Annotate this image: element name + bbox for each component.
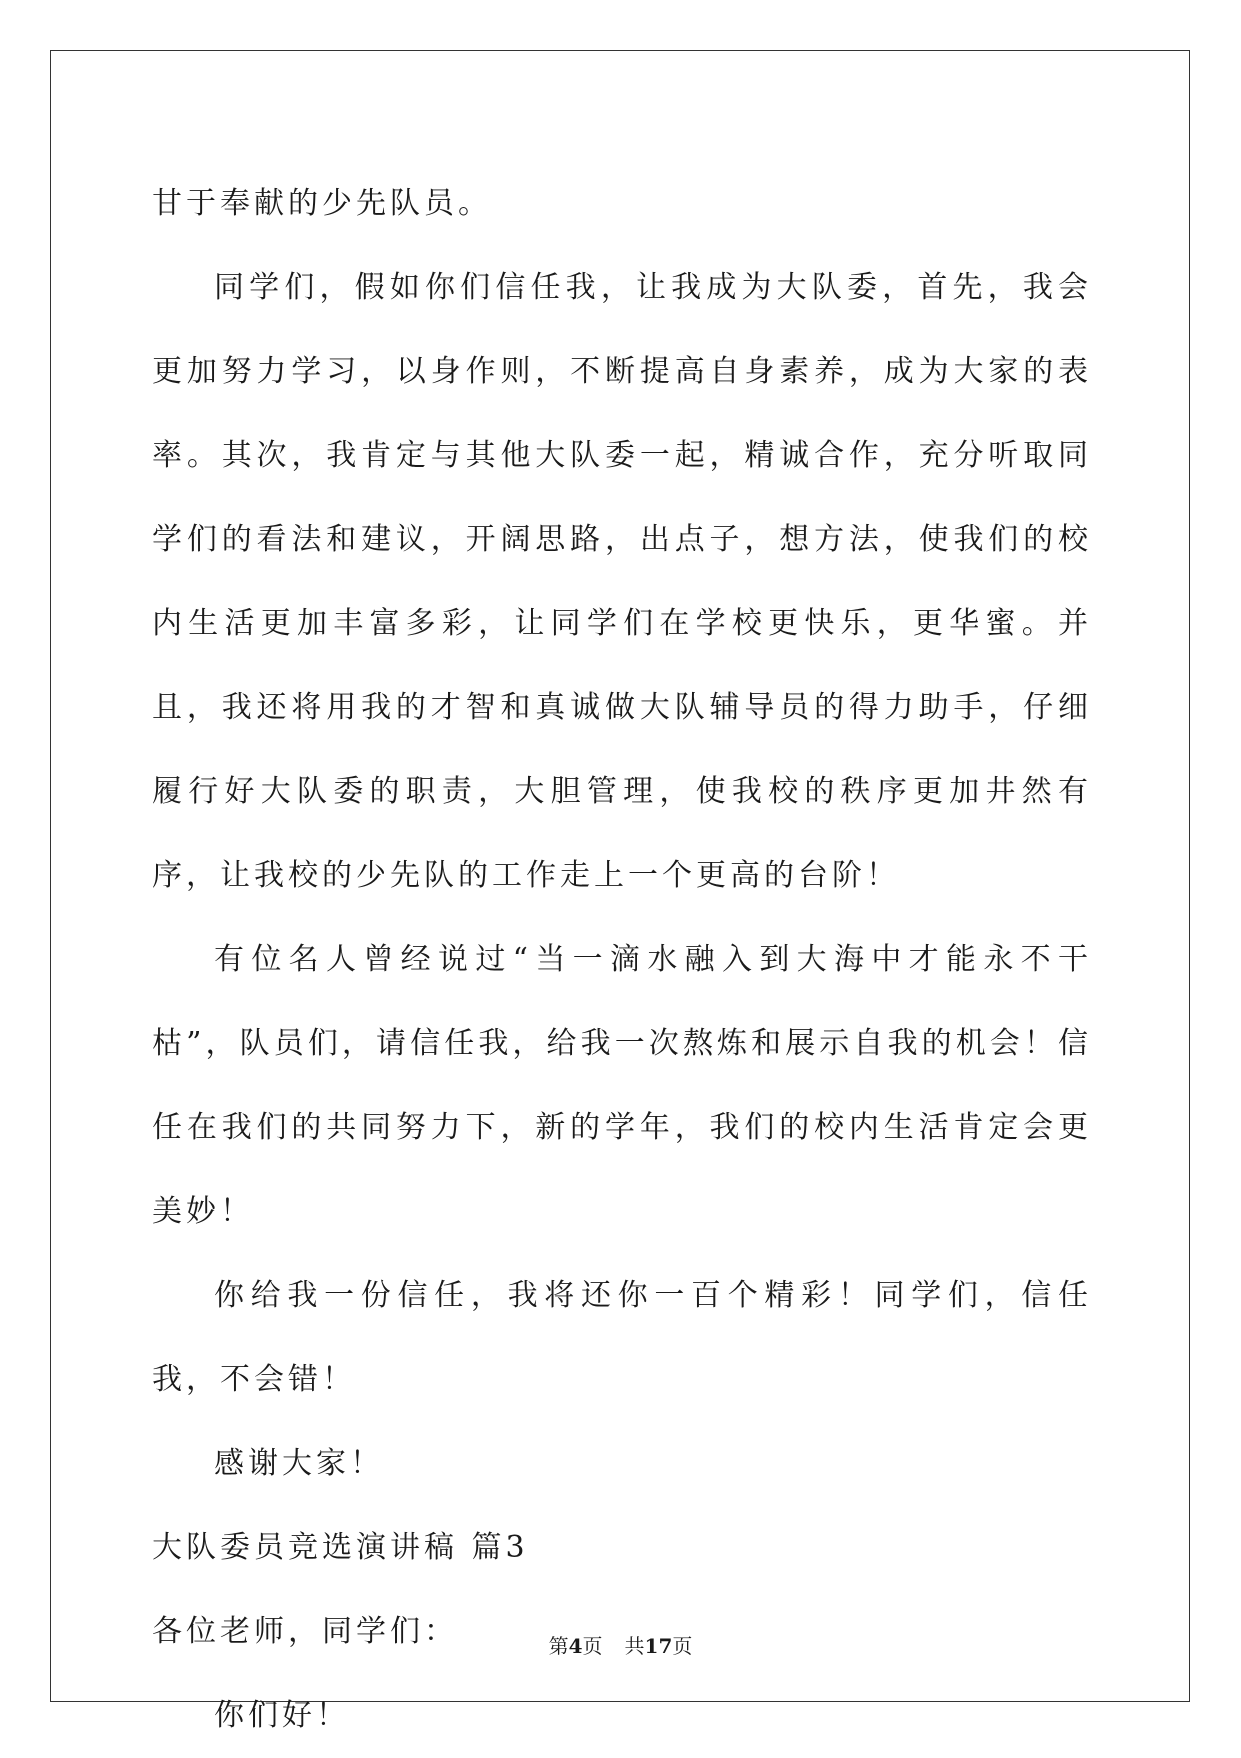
paragraph: 甘于奉献的少先队员。 — [152, 186, 492, 221]
paragraph: 你给我一份信任，我将还你一百个精彩！同学们，信任我，不会错！ — [152, 1278, 1092, 1397]
footer-total-unit: 页 — [672, 1634, 693, 1658]
total-pages-number: 17 — [644, 1634, 673, 1658]
salutation: 各位老师，同学们： — [152, 1614, 458, 1649]
paragraph: 感谢大家！ — [214, 1446, 384, 1481]
document-body — [152, 162, 1092, 1758]
page-footer — [0, 1630, 1241, 1659]
footer-page-unit: 页 — [582, 1634, 603, 1658]
paragraph: 有位名人曾经说过“当一滴水融入到大海中才能永不干枯”，队员们，请信任我，给我一次熬炼和展示自我的机会！信任在我们的共同努力下，新的学年，我们的校内生活肯定会更美妙！ — [152, 942, 1092, 1229]
current-page-number: 4 — [568, 1634, 583, 1658]
section-heading: 大队委员竞选演讲稿 篇3 — [152, 1530, 529, 1565]
footer-total-prefix: 共 — [624, 1634, 645, 1658]
footer-prefix: 第 — [548, 1634, 569, 1658]
paragraph: 同学们，假如你们信任我，让我成为大队委，首先，我会更加努力学习，以身作则，不断提高自身素养，成为大家的表率。其次，我肯定与其他大队委一起，精诚合作，充分听取同学们的看法和建议，开阔思路，出点子，想方法，使我们的校内生活更加丰富多彩，让同学们在学校更快乐，更华蜜。并且，我还将用我的才智和真诚做大队辅导员的得力助手，仔细履行好大队委的职责，大胆管理，使我校的秩序更加井然有序，让我校的少先队的工作走上一个更高的台阶！ — [152, 270, 1092, 893]
greeting: 你们好！ — [214, 1698, 350, 1733]
